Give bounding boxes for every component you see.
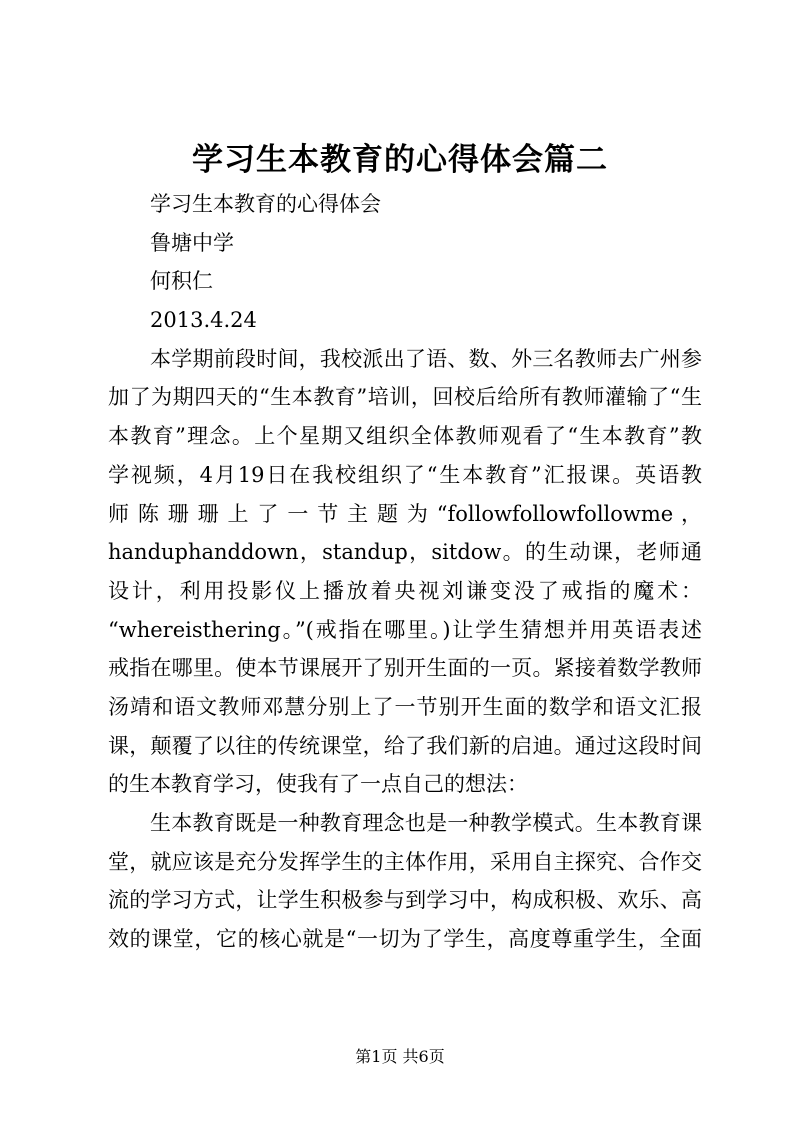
date-line: 2013.4.24: [150, 308, 257, 333]
page-number-footer: 第1页 共6页: [355, 1047, 445, 1066]
paragraph-line: 本学期前段时间，我校派出了语、数、外三名教师去广州参: [150, 346, 702, 371]
paragraph-line: 的生本教育学习，使我有了一点自己的想法：: [108, 772, 528, 797]
paragraph-line: 汤靖和语文教师邓慧分别上了一节别开生面的数学和语文汇报: [108, 694, 702, 719]
paragraph-line: 戒指在哪里。使本节课展开了别开生面的一页。紧接着数学教师: [108, 656, 702, 681]
paragraph-line: “whereisthering。”(戒指在哪里。)让学生猜想并用英语表述: [108, 617, 702, 642]
subtitle-line: 学习生本教育的心得体会: [150, 192, 381, 216]
paragraph-line: 课，颠覆了以往的传统课堂，给了我们新的启迪。通过这段时间: [108, 733, 702, 758]
paragraph-line: 设计，利用投影仪上播放着央视刘谦变没了戒指的魔术：: [108, 578, 702, 603]
paragraph-line: 加了为期四天的“生本教育”培训，回校后给所有教师灌输了“生: [108, 385, 702, 410]
paragraph-line: 本教育”理念。上个星期又组织全体教师观看了“生本教育”教: [108, 424, 702, 449]
paragraph-line: 师 陈 珊 珊 上 了 一 节 主 题 为 “followfollowfollowme ，: [108, 501, 702, 526]
paragraph-line: 生本教育既是一种教育理念也是一种教学模式。生本教育课: [150, 811, 702, 835]
author-line: 何积仁: [150, 269, 213, 294]
document-title: 学习生本教育的心得体会篇二: [192, 142, 608, 178]
paragraph-line: 学视频，4月19日在我校组织了“生本教育”汇报课。英语教: [108, 462, 702, 487]
paragraph-line: 效的课堂，它的核心就是“一切为了学生，高度尊重学生，全面: [108, 927, 702, 952]
school-line: 鲁塘中学: [150, 230, 234, 255]
document-body: [108, 185, 702, 959]
paragraph-line: handuphanddown，standup，sitdow。的生动课，老师通: [108, 540, 702, 565]
paragraph-line: 堂，就应该是充分发挥学生的主体作用，采用自主探究、合作交: [108, 849, 702, 874]
paragraph-line: 流的学习方式，让学生积极参与到学习中，构成积极、欢乐、高: [108, 888, 702, 913]
